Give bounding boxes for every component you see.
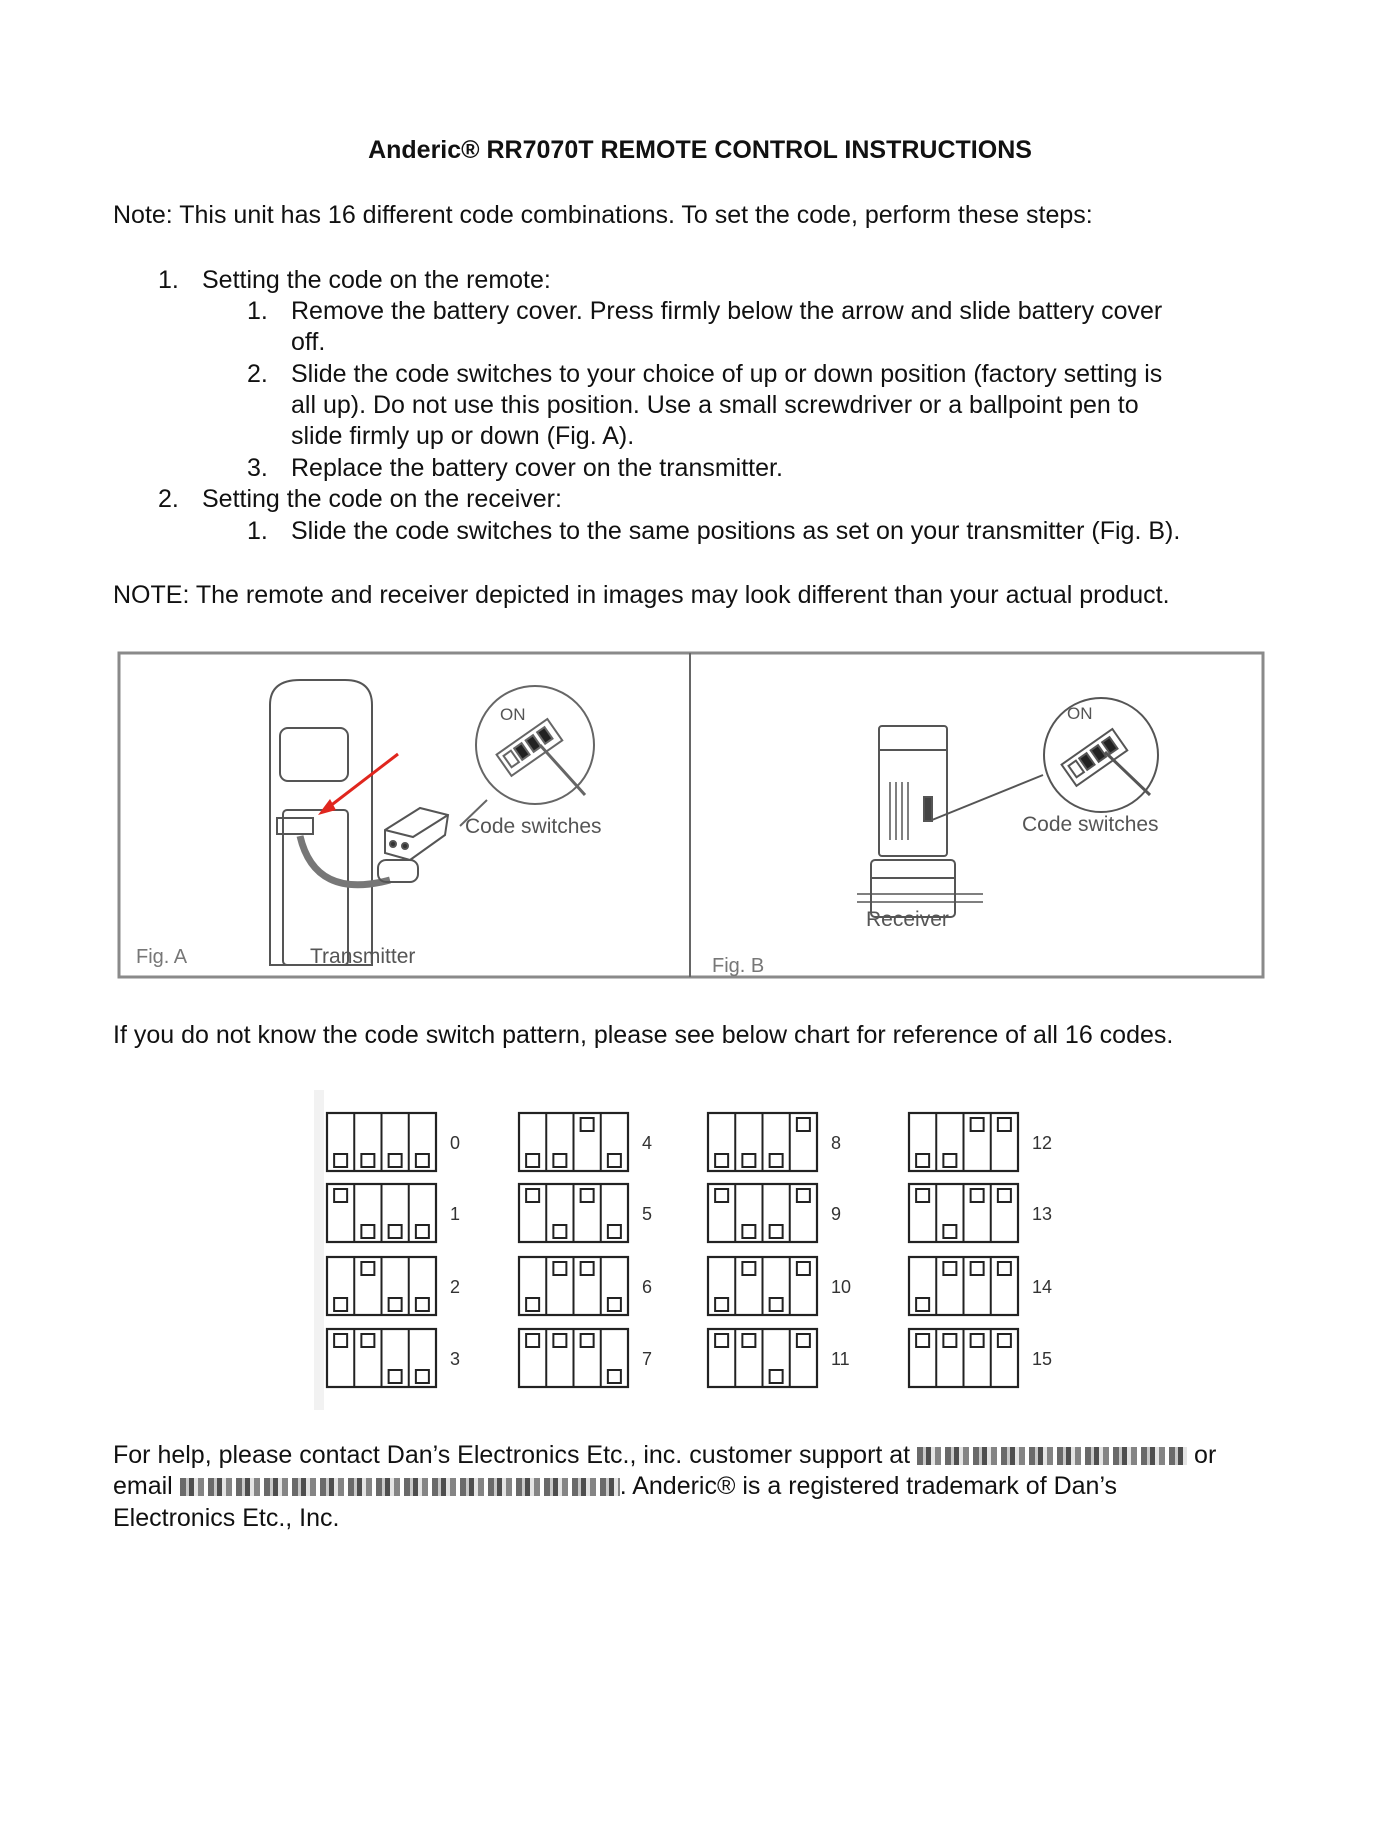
code-pattern-6 [519,1257,652,1315]
substep-text: Remove the battery cover. Press firmly below the arrow and slide battery cover [291,297,1163,325]
substep-text: Slide the code switches to your choice of up or down position (factory setting is [291,360,1163,388]
footer-line-2 [113,1471,1117,1503]
code-pattern-15 [909,1329,1052,1387]
code-pattern-8 [708,1113,841,1171]
code-pattern-7 [519,1329,652,1387]
on-label: ON [1067,704,1093,723]
substep-number: 2. [247,360,268,388]
code-number-label: 3 [450,1349,461,1369]
code-number-label: 6 [642,1277,653,1297]
code-pattern-0 [327,1113,460,1171]
code-switches-label: Code switches [465,815,602,838]
watermark [314,1090,324,1410]
transmitter-label: Transmitter [310,945,416,968]
code-pattern-11 [708,1329,850,1387]
code-number-label: 1 [450,1204,461,1224]
code-number-label: 0 [450,1133,461,1153]
code-pattern-3 [327,1329,460,1387]
code-pattern-1 [327,1184,460,1242]
code-number-label: 8 [831,1133,842,1153]
chart-intro: If you do not know the code switch pattern, please see below chart for reference of all 16 codes. [113,1021,1174,1049]
code-number-label: 12 [1032,1133,1053,1153]
footer-line-3: Electronics Etc., Inc. [113,1504,340,1532]
code-pattern-12 [909,1113,1052,1171]
support-text: For help, please contact Dan’s Electronics Etc., inc. customer support at [113,1441,911,1469]
substep-text: Replace the battery cover on the transmitter. [291,454,783,482]
code-number-label: 5 [642,1204,653,1224]
intro-note: Note: This unit has 16 different code combinations. To set the code, perform these steps: [113,201,1093,229]
code-number-label: 14 [1032,1277,1053,1297]
substep-number: 1. [247,297,268,325]
substep-number: 1. [247,517,268,545]
on-label: ON [500,705,526,724]
code-number-label: 9 [831,1204,842,1224]
step-number: 1. [158,266,179,294]
code-pattern-13 [909,1184,1052,1242]
step-label: Setting the code on the receiver: [202,485,562,513]
substep-text: off. [291,328,326,356]
footer-line-1 [113,1440,1216,1472]
product-note: NOTE: The remote and receiver depicted in images may look different than your actual product. [113,581,1170,609]
code-pattern-4 [519,1113,652,1171]
redacted-phone-number [917,1447,1187,1465]
step-number: 2. [158,485,179,513]
fig-a-label: Fig. A [136,946,188,968]
code-number-label: 10 [831,1277,852,1297]
code-number-label: 2 [450,1277,461,1297]
substep-text: slide firmly up or down (Fig. A). [291,422,635,450]
redacted-email-address [180,1478,620,1496]
code-number-label: 4 [642,1133,653,1153]
code-number-label: 11 [831,1349,850,1369]
code-number-label: 7 [642,1349,653,1369]
substep-text: Slide the code switches to the same positions as set on your transmitter (Fig. B). [291,517,1181,545]
code-switches-label: Code switches [1022,813,1159,836]
code-pattern-5 [519,1184,652,1242]
code-pattern-9 [708,1184,841,1242]
receiver-label: Receiver [866,908,949,931]
code-number-label: 13 [1032,1204,1053,1224]
code-pattern-14 [909,1257,1052,1315]
code-number-label: 15 [1032,1349,1053,1369]
fig-b-label: Fig. B [712,955,765,977]
email-label: email [113,1472,173,1500]
code-pattern-2 [327,1257,460,1315]
code-pattern-10 [708,1257,851,1315]
substep-text: all up). Do not use this position. Use a small screwdriver or a ballpoint pen to [291,391,1139,419]
substep-number: 3. [247,454,268,482]
support-text-or: or [1194,1441,1217,1469]
step-label: Setting the code on the remote: [202,266,551,294]
document-title: Anderic® RR7070T REMOTE CONTROL INSTRUCTIONS [368,136,1032,164]
trademark-text: . Anderic® is a registered trademark of Dan’s [619,1472,1118,1500]
